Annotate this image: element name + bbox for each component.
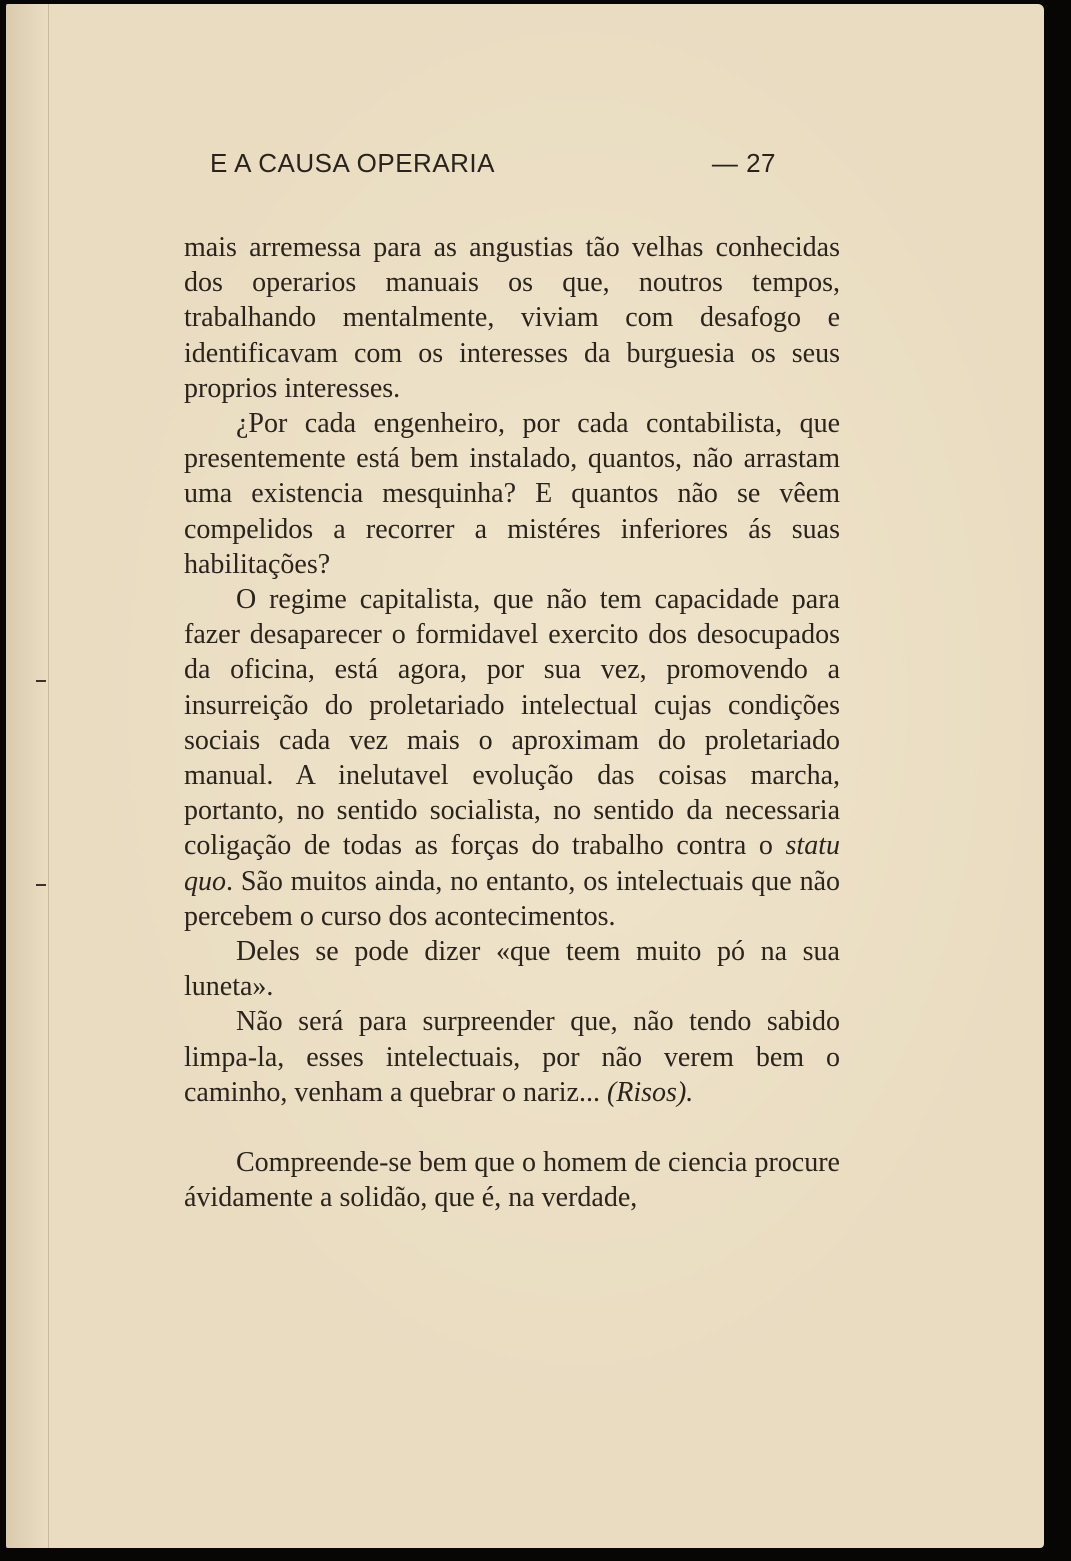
italic-phrase: (Risos). — [606, 1076, 694, 1108]
paragraph-text: O regime capitalista, que não tem capacidade para fazer desaparecer o formidavel exercito dos desocupados da oficina, está agora, por sua vez, promovendo a insurreição do proletariado intelectual cujas condições sociais cada vez mais o aproximam do proletariado manual. A inelutavel evolução das coisas marcha, portanto, no sentido socialista, no sentido da necessaria coligação de todas as forças do trabalho contra o — [184, 584, 840, 862]
paragraph: ¿Por cada engenheiro, por cada contabilista, que presentemente está bem instalado, quantos, não arrastam uma existencia mesquinha? E quantos não se vêem compelidos a recorrer a mistéres inferiores ás suas habilitações? — [184, 408, 840, 580]
paragraph: Compreende-se bem que o homem de ciencia procure ávidamente a solidão, que é, na verdade, — [184, 1147, 840, 1214]
running-header — [210, 148, 776, 188]
page-binding-edge — [6, 4, 49, 1548]
italic-phrase: statu quo — [184, 830, 840, 897]
paragraph-text: Não será para surpreender que, não tendo sabido limpa-la, esses intelectuais, por não verem bem o caminho, venham a quebrar o nariz... — [184, 1006, 840, 1108]
body-text — [184, 230, 840, 1215]
book-page — [6, 4, 1044, 1548]
paragraph-text: . São muitos ainda, no entanto, os intelectuais que não percebem o curso dos acontecimentos. — [184, 865, 840, 932]
paragraph — [184, 1004, 840, 1110]
binding-mark — [36, 884, 46, 886]
paragraph: Deles se pode dizer «que teem muito pó na sua luneta». — [184, 936, 840, 1003]
paragraph — [184, 582, 840, 934]
page-number: — 27 — [711, 148, 776, 178]
running-header-title: E A CAUSA OPERARIA — [210, 148, 495, 178]
binding-mark — [36, 680, 46, 682]
paragraph: mais arremessa para as angustias tão velhas conhecidas dos operarios manuais os que, noutros tempos, trabalhando mentalmente, viviam com desafogo e identificavam com os interesses da burguesia os seus proprios interesses. — [184, 232, 840, 404]
